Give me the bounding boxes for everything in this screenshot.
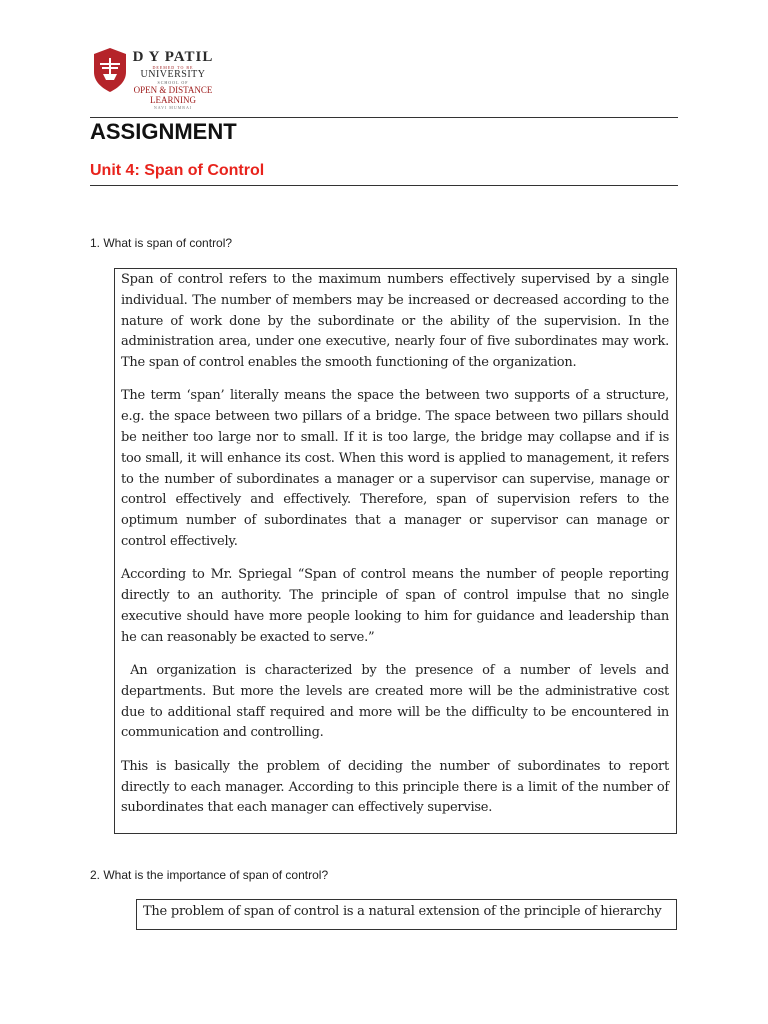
page-title: ASSIGNMENT <box>90 119 237 144</box>
answer-paragraph: This is basically the problem of deciding the number of subordinates to report directly to each manager. According to this principle there is a limit of the number of subordinates that each manager can effectively supervise. <box>121 758 669 816</box>
answer-box-2 <box>136 899 677 930</box>
logo-university: UNIVERSITY <box>140 69 206 80</box>
answer-paragraph: An organization is characterized by the presence of a number of levels and departments. But more the levels are created more will be the administrative cost due to additional staff required and more will be the difficulty to be encountered in communication and controlling. <box>121 663 673 741</box>
logo-school: SCHOOL OF <box>157 80 189 85</box>
question-1: 1. What is span of control? <box>90 236 233 250</box>
answer-box-1 <box>114 268 677 834</box>
answer-paragraph: The problem of span of control is a natural extension of the principle of hierarchy <box>143 904 662 919</box>
logo-location: NAVI MUMBAI <box>153 105 193 110</box>
logo-learning: LEARNING <box>150 95 196 105</box>
unit-title: Unit 4: Span of Control <box>90 162 265 179</box>
logo-name: D Y PATIL <box>132 49 214 65</box>
shield-emblem-icon <box>90 46 130 94</box>
answer-paragraph: The term ‘span’ literally means the space the between two supports of a structure, e.g. the space between two pillars of a bridge. The space between two pillars should be neither too large nor to small. If it is too large, the bridge may collapse and if is too small, it will enhance its cost. When this word is applied to management, it refers to the number of subordinates a manager or a supervisor can supervise, manage or control effectively and effectively. Therefore, span of supervision refers to the optimum number of subordinates that a manager or supervisor can manage or control effectively. <box>121 388 669 550</box>
answer-paragraph: Span of control refers to the maximum numbers effectively supervised by a single individual. The number of members may be increased or decreased according to the nature of work done by the subordinate or the ability of the supervision. In the administration area, under one executive, nearly four of five subordinates may work. The span of control enables the smooth functioning of the organization. <box>121 272 669 371</box>
logo-tagline: DEEMED TO BE <box>152 65 194 70</box>
answer-paragraph: According to Mr. Spriegal “Span of control means the number of people reporting directly to an authority. The principle of span of control impulse that no single executive should have more people looking to him for guidance and leadership than he can reasonably be exacted to serve.” <box>121 567 669 645</box>
logo-open-distance: OPEN & DISTANCE <box>133 85 213 95</box>
header-rule-bottom <box>90 185 678 186</box>
university-logo <box>90 46 220 110</box>
question-2: 2. What is the importance of span of control? <box>90 868 329 882</box>
header-rule-top <box>90 117 678 118</box>
